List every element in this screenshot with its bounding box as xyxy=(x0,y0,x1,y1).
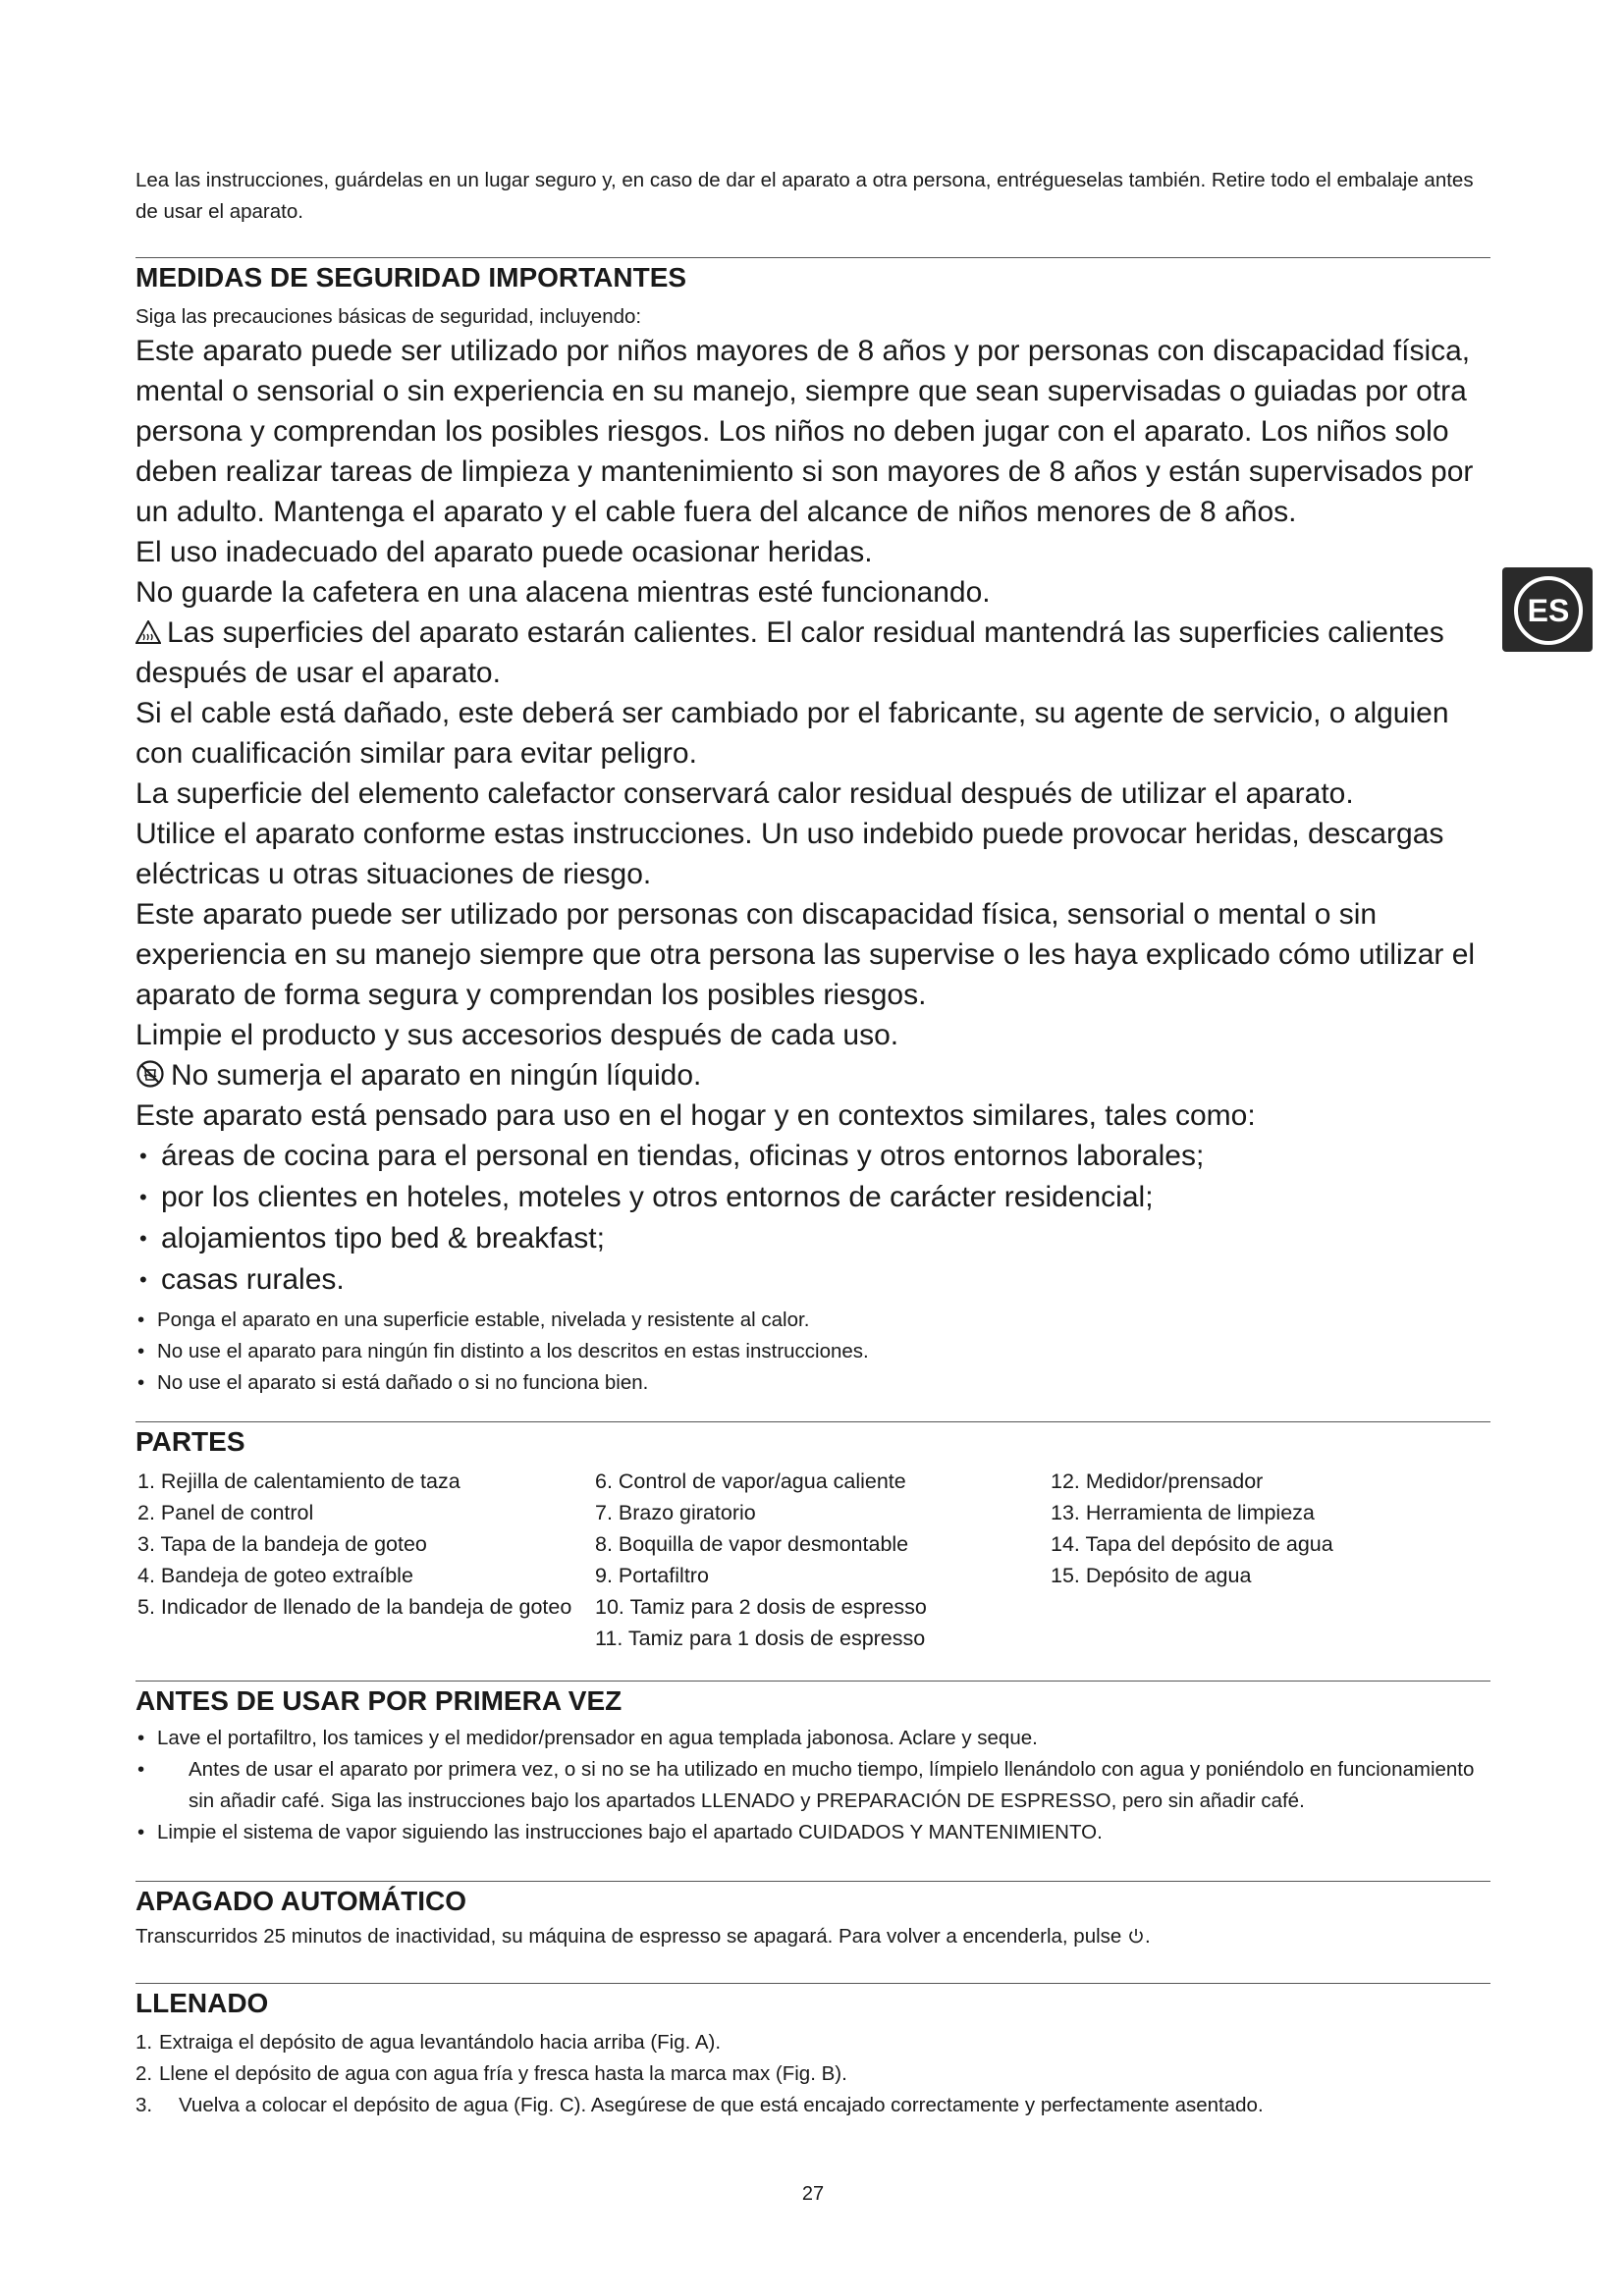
safety-p11: Este aparato está pensado para uso en el hogar y en contextos similares, tales como: xyxy=(135,1099,1256,1132)
part-item: 15. Depósito de agua xyxy=(1051,1564,1252,1587)
safety-title: MEDIDAS DE SEGURIDAD IMPORTANTES xyxy=(135,257,1490,295)
list-item xyxy=(135,2090,1490,2121)
part-item: 3. Tapa de la bandeja de goteo xyxy=(137,1532,427,1556)
list-item: • Limpie el sistema de vapor siguiendo las instrucciones bajo el apartado CUIDADOS Y MANTENIMIENTO. xyxy=(135,1817,1490,1848)
filling-section xyxy=(135,1983,1490,2121)
part-item: 10. Tamiz para 2 dosis de espresso xyxy=(595,1595,927,1619)
before-use-item-2: • Antes de usar el aparato por primera vez, o si no se ha utilizado en mucho tiempo, límpielo llenándolo con agua y poniéndolo en funcionamiento sin añadir café. Siga las instrucciones bajo los apartados LLENADO y PREPARACIÓN DE ESPRESSO, pero sin añadir café. xyxy=(135,1754,1490,1817)
safety-small-list xyxy=(135,1305,1490,1399)
parts-columns xyxy=(135,1466,1490,1654)
list-item: • Ponga el aparato en una superficie estable, nivelada y resistente al calor. xyxy=(135,1305,1490,1336)
safety-p9: Limpie el producto y sus accesorios después de cada uso. xyxy=(135,1019,899,1051)
safety-p2: El uso inadecuado del aparato puede ocasionar heridas. xyxy=(135,536,873,568)
before-use-section xyxy=(135,1681,1490,1848)
before-use-title: ANTES DE USAR POR PRIMERA VEZ xyxy=(135,1681,1490,1719)
safety-p8: Este aparato puede ser utilizado por personas con discapacidad física, sensorial o mental o sin experiencia en su manejo siempre que otra persona las supervise o les haya explicado cómo utilizar el aparato de forma segura y comprendan los posibles riesgos. xyxy=(135,898,1476,1011)
auto-off-title: APAGADO AUTOMÁTICO xyxy=(135,1881,1490,1919)
part-item: 13. Herramienta de limpieza xyxy=(1051,1501,1315,1524)
safety-body xyxy=(135,331,1490,1136)
part-item: 7. Brazo giratorio xyxy=(595,1501,756,1524)
step-text: Vuelva a colocar el depósito de agua (Fig. C). Asegúrese de que está encajado correctamente y perfectamente asentado. xyxy=(179,2094,1264,2116)
parts-column-3 xyxy=(1051,1466,1463,1654)
safety-p1: Este aparato puede ser utilizado por niños mayores de 8 años y por personas con discapacidad física, mental o sensorial o sin experiencia en su manejo, siempre que sean supervisadas o guiadas por otra persona y comprendan los posibles riesgos. Los niños no deben jugar con el aparato. Los niños solo deben realizar tareas de limpieza y mantenimiento si son mayores de 8 años y están supervisados por un adulto. Mantenga el aparato y el cable fuera del alcance de niños menores de 8 años. xyxy=(135,335,1474,528)
list-item: • alojamientos tipo bed & breakfast; xyxy=(135,1218,1490,1259)
language-badge-label: ES xyxy=(1514,576,1583,645)
usage-context-list xyxy=(135,1136,1490,1301)
part-item: 9. Portafiltro xyxy=(595,1564,709,1587)
step-number: 2. xyxy=(135,2062,153,2085)
list-item: • No use el aparato para ningún fin distinto a los descritos en estas instrucciones. xyxy=(135,1336,1490,1367)
safety-p4: Las superficies del aparato estarán calientes. El calor residual mantendrá las superficies calientes después de usar el aparato. xyxy=(135,616,1444,689)
list-item: • Lave el portafiltro, los tamices y el medidor/prensador en agua templada jabonosa. Aclare y seque. xyxy=(135,1723,1490,1754)
safety-p5: Si el cable está dañado, este deberá ser cambiado por el fabricante, su agente de servicio, o alguien con cualificación similar para evitar peligro. xyxy=(135,697,1449,770)
list-item: • No use el aparato si está dañado o si no funciona bien. xyxy=(135,1367,1490,1399)
list-item: • por los clientes en hoteles, moteles y otros entornos de carácter residencial; xyxy=(135,1177,1490,1218)
do-not-immerse-icon xyxy=(135,1059,165,1089)
safety-p4-row xyxy=(135,613,1490,693)
power-icon xyxy=(1127,1927,1145,1945)
intro-text: Lea las instrucciones, guárdelas en un lugar seguro y, en caso de dar el aparato a otra persona, entrégueselas también. Retire todo el embalaje antes de usar el aparato. xyxy=(135,169,1474,223)
part-item: 11. Tamiz para 1 dosis de espresso xyxy=(595,1627,926,1650)
before-use-list-cont xyxy=(135,1817,1490,1848)
step-number: 3. xyxy=(135,2094,153,2116)
auto-off-row xyxy=(135,1923,1490,1950)
safety-p6: La superficie del elemento calefactor conservará calor residual después de utilizar el aparato. xyxy=(135,777,1354,810)
hot-surface-warning-icon xyxy=(135,620,161,644)
part-item: 12. Medidor/prensador xyxy=(1051,1469,1264,1493)
auto-off-section xyxy=(135,1881,1490,1950)
list-item: • casas rurales. xyxy=(135,1259,1490,1301)
step-text: Extraiga el depósito de agua levantándolo hacia arriba (Fig. A). xyxy=(159,2031,722,2054)
part-item: 8. Boquilla de vapor desmontable xyxy=(595,1532,909,1556)
before-use-list xyxy=(135,1723,1490,1754)
part-item: 6. Control de vapor/agua caliente xyxy=(595,1469,906,1493)
parts-column-2 xyxy=(593,1466,1051,1654)
filling-title: LLENADO xyxy=(135,1983,1490,2021)
list-item: • áreas de cocina para el personal en tiendas, oficinas y otros entornos laborales; xyxy=(135,1136,1490,1177)
list-item xyxy=(135,2027,1490,2058)
filling-steps xyxy=(135,2027,1490,2121)
part-item: 1. Rejilla de calentamiento de taza xyxy=(137,1469,460,1493)
list-item xyxy=(135,2058,1490,2090)
safety-p10-row xyxy=(135,1055,1490,1095)
safety-p7: Utilice el aparato conforme estas instrucciones. Un uso indebido puede provocar heridas, descargas eléctricas u otras situaciones de riesgo. xyxy=(135,818,1444,890)
parts-column-1 xyxy=(135,1466,593,1654)
part-item: 4. Bandeja de goteo extraíble xyxy=(137,1564,413,1587)
part-item: 14. Tapa del depósito de agua xyxy=(1051,1532,1333,1556)
step-text: Llene el depósito de agua con agua fría y fresca hasta la marca max (Fig. B). xyxy=(159,2062,847,2085)
safety-p10: No sumerja el aparato en ningún líquido. xyxy=(171,1059,702,1092)
auto-off-text: Transcurridos 25 minutos de inactividad, su máquina de espresso se apagará. Para volver a encenderla, pulse xyxy=(135,1925,1122,1948)
safety-section xyxy=(135,257,1490,1399)
safety-p3: No guarde la cafetera en una alacena mientras esté funcionando. xyxy=(135,576,991,609)
part-item: 2. Panel de control xyxy=(137,1501,314,1524)
step-number: 1. xyxy=(135,2031,153,2054)
auto-off-period: . xyxy=(1145,1925,1151,1948)
parts-section xyxy=(135,1421,1490,1654)
page-number: 27 xyxy=(801,2183,825,2205)
safety-subtitle: Siga las precauciones básicas de seguridad, incluyendo: xyxy=(135,305,642,328)
part-item: 5. Indicador de llenado de la bandeja de goteo xyxy=(137,1595,572,1619)
language-badge xyxy=(1502,567,1593,652)
parts-title: PARTES xyxy=(135,1421,1490,1460)
